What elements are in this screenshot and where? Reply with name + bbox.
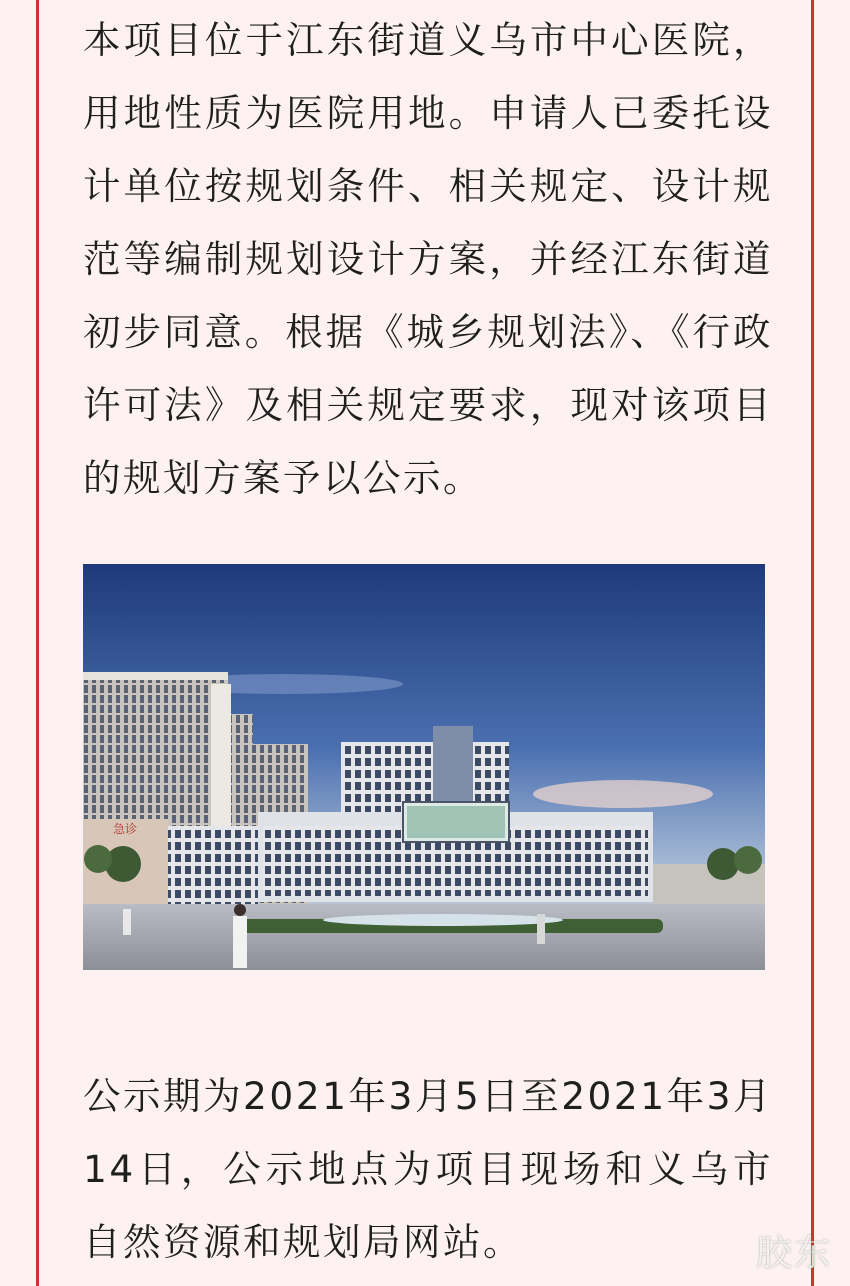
announcement-paragraph-2: 公示期为2021年3月5日至2021年3月14日，公示地点为项目现场和义乌市自然资源和规划局网站。	[83, 1074, 773, 1264]
hospital-rendering-svg	[83, 564, 765, 970]
watermark-logo: 胶东	[755, 1233, 832, 1274]
hospital-rendering-image[interactable]	[83, 564, 765, 970]
announcement-paragraph-1: 本项目位于江东街道义乌市中心医院，用地性质为医院用地。申请人已委托设计单位按规划条件、相关规定、设计规范等编制规划设计方案，并经江东街道初步同意。根据《城乡规划法》、《行政许可法》及相关规定要求，现对该项目的规划方案予以公示。	[83, 18, 773, 500]
emergency-sign: 急诊	[113, 822, 138, 836]
plaza-ground	[83, 904, 765, 970]
